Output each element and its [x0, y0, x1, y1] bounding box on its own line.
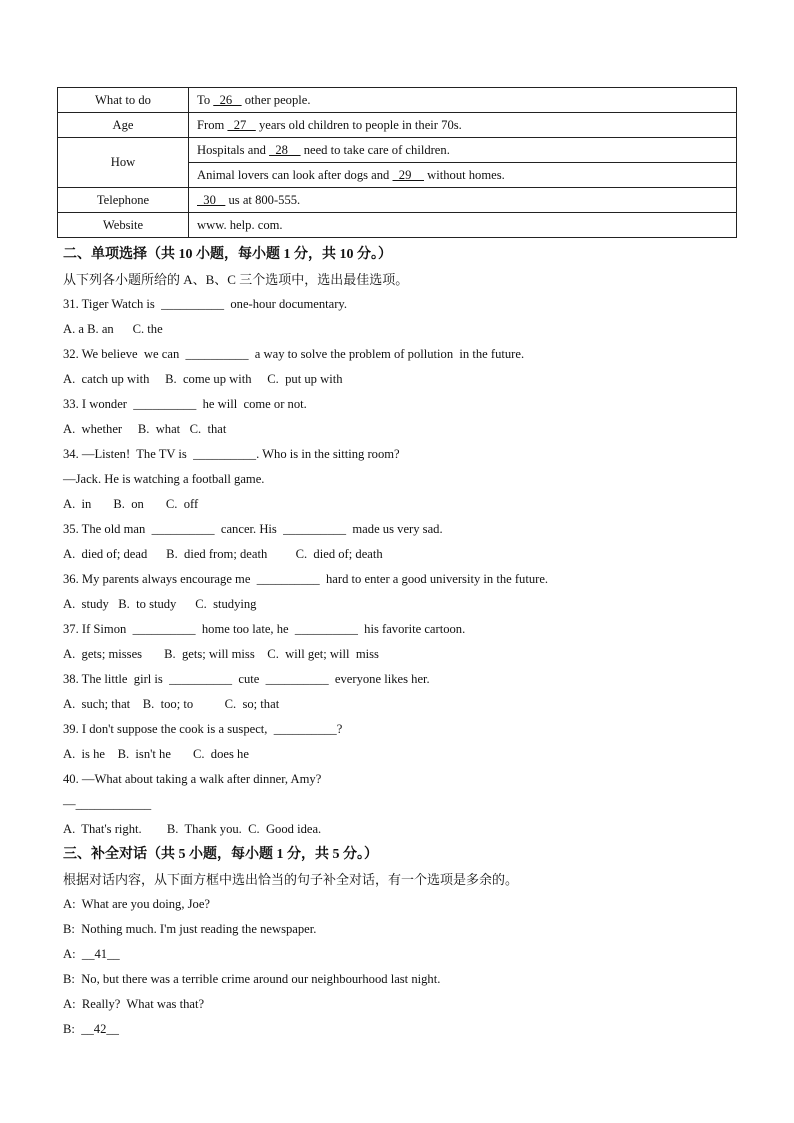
question-35: 35. The old man __________ cancer. His __________ made us very sad.	[63, 522, 443, 536]
question-40: 40. —What about taking a walk after dinner, Amy?	[63, 772, 322, 786]
table-row	[58, 113, 737, 138]
table-label: How	[58, 138, 189, 188]
answer-blank-28: 28	[269, 142, 301, 157]
cell-text: other people.	[241, 92, 311, 107]
table-cell	[189, 163, 737, 188]
question-40-reply: —____________	[63, 797, 152, 811]
options-37: A. gets; misses B. gets; will miss C. will get; will miss	[63, 647, 379, 661]
cell-text: Animal lovers can look after dogs and	[197, 167, 393, 182]
cell-text: without homes.	[423, 167, 505, 182]
question-31: 31. Tiger Watch is __________ one-hour documentary.	[63, 297, 348, 311]
cell-text: years old children to people in their 70s.	[255, 117, 462, 132]
question-34-reply: —Jack. He is watching a football game.	[63, 472, 265, 486]
options-40: A. That's right. B. Thank you. C. Good idea.	[63, 822, 322, 836]
table-cell	[189, 88, 737, 113]
answer-blank-27: 27	[227, 117, 256, 132]
cell-text: To	[197, 92, 214, 107]
dialogue-line: A: Really? What was that?	[63, 997, 205, 1011]
exam-content	[63, 242, 763, 1042]
table-cell	[189, 138, 737, 163]
answer-blank-26: 26	[213, 92, 242, 107]
options-38: A. such; that B. too; to C. so; that	[63, 697, 280, 711]
table-label: Website	[58, 213, 189, 238]
options-39: A. is he B. isn't he C. does he	[63, 747, 249, 761]
section-3-heading: 三、补全对话（共 5 小题，每小题 1 分，共 5 分。）	[63, 847, 378, 862]
section-2-heading: 二、单项选择（共 10 小题，每小题 1 分，共 10 分。）	[63, 247, 392, 262]
dialogue-line: A: __41__	[63, 947, 120, 961]
question-37: 37. If Simon __________ home too late, he __________ his favorite cartoon.	[63, 622, 466, 636]
table-row	[58, 188, 737, 213]
question-33: 33. I wonder __________ he will come or not.	[63, 397, 307, 411]
dialogue-line: B: No, but there was a terrible crime around our neighbourhood last night.	[63, 972, 441, 986]
options-31: A. a B. an C. the	[63, 322, 163, 336]
cell-text: need to take care of children.	[300, 142, 450, 157]
options-33: A. whether B. what C. that	[63, 422, 227, 436]
dialogue-line: B: __42__	[63, 1022, 119, 1036]
table-row	[58, 138, 737, 163]
cell-text: us at 800-555.	[225, 192, 301, 207]
table-label: Telephone	[58, 188, 189, 213]
table-cell	[189, 188, 737, 213]
table-row	[58, 88, 737, 113]
table-label: Age	[58, 113, 189, 138]
cell-text: From	[197, 117, 228, 132]
dialogue-line: A: What are you doing, Joe?	[63, 897, 211, 911]
table-row	[58, 213, 737, 238]
website-text: www. help. com.	[197, 217, 283, 232]
question-36: 36. My parents always encourage me __________ hard to enter a good university in the future.	[63, 572, 549, 586]
table-cell	[189, 113, 737, 138]
answer-blank-30: 30	[197, 192, 226, 207]
cell-text: Hospitals and	[197, 142, 270, 157]
answer-blank-29: 29	[392, 167, 424, 182]
table-label: What to do	[58, 88, 189, 113]
options-32: A. catch up with B. come up with C. put up with	[63, 372, 343, 386]
table-cell	[189, 213, 737, 238]
info-table	[57, 87, 737, 238]
section-3-instruction: 根据对话内容，从下面方框中选出恰当的句子补全对话，有一个选项是多余的。	[63, 872, 519, 887]
options-35: A. died of; dead B. died from; death C. died of; death	[63, 547, 383, 561]
options-36: A. study B. to study C. studying	[63, 597, 257, 611]
section-2-instruction: 从下列各小题所给的 A、B、C 三个选项中，选出最佳选项。	[63, 272, 409, 287]
dialogue-line: B: Nothing much. I'm just reading the newspaper.	[63, 922, 317, 936]
options-34: A. in B. on C. off	[63, 497, 199, 511]
question-34: 34. —Listen! The TV is __________. Who is in the sitting room?	[63, 447, 400, 461]
question-38: 38. The little girl is __________ cute __________ everyone likes her.	[63, 672, 430, 686]
question-32: 32. We believe we can __________ a way to solve the problem of pollution in the future.	[63, 347, 525, 361]
question-39: 39. I don't suppose the cook is a suspect, __________?	[63, 722, 343, 736]
